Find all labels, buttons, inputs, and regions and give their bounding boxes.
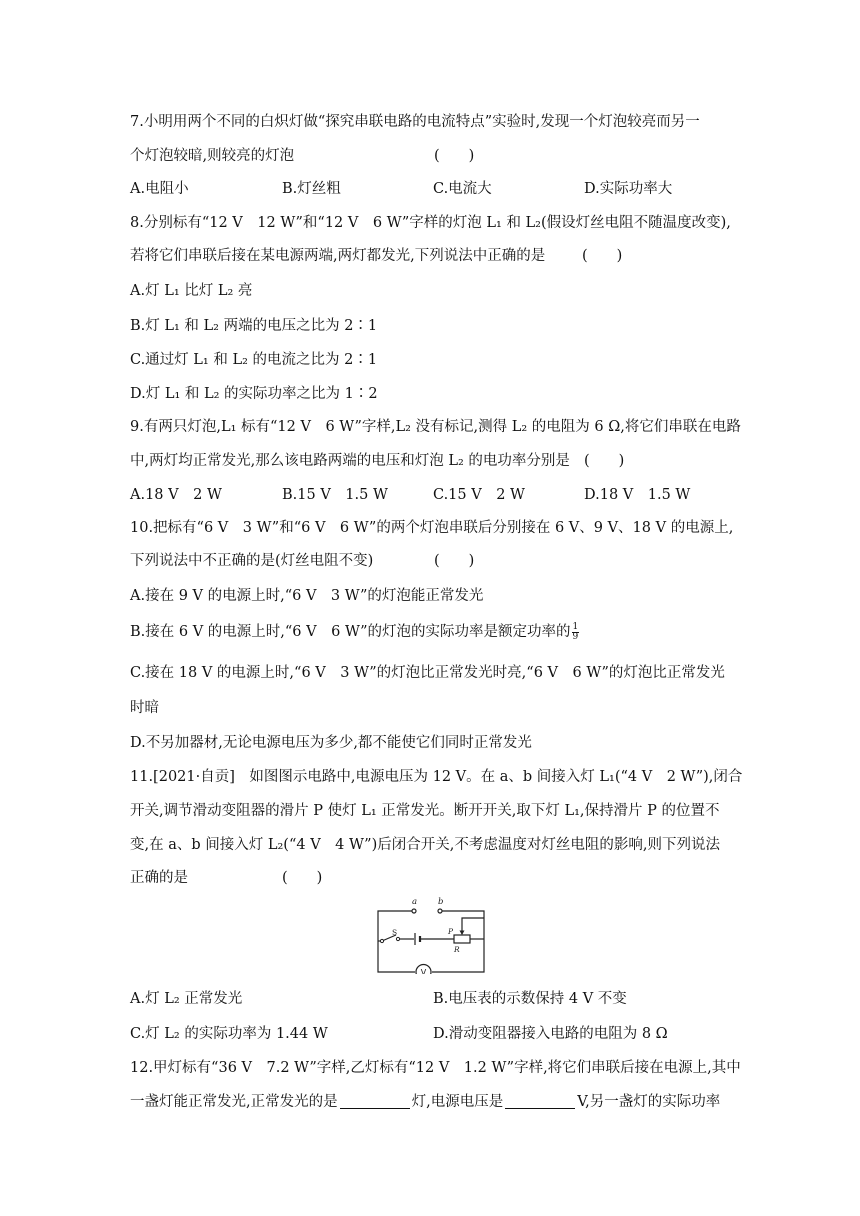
voltmeter-label: V (420, 968, 427, 974)
label-b: b (438, 897, 444, 907)
q8-answer-bracket[interactable]: ( ) (582, 248, 623, 264)
q7-option-a[interactable]: A.电阻小 (130, 181, 189, 197)
label-a: a (412, 897, 418, 907)
terminal-a (412, 909, 416, 913)
q12-stem-line2: 一盏灯能正常发光,正常发光的是 灯,电源电压是 V,另一盏灯的实际功率 (130, 1094, 721, 1110)
circuit-diagram (374, 892, 488, 974)
q9-answer-bracket[interactable]: ( ) (584, 453, 625, 469)
label-s: S (392, 928, 398, 937)
q10-option-b[interactable]: B.接在 6 V 的电源上时,“6 V 6 W”的灯泡的实际功率是额定功率的 $\frac{1}{9}$ (130, 621, 579, 642)
q8-option-c[interactable]: C.通过灯 L₁ 和 L₂ 的电流之比为 2∶1 (130, 352, 378, 368)
q10-option-d[interactable]: D.不另加器材,无论电源电压为多少,都不能使它们同时正常发光 (130, 735, 532, 751)
q10-option-c-line2[interactable]: 时暗 (130, 700, 159, 716)
q11-stem-line2: 开关,调节滑动变阻器的滑片 P 使灯 L₁ 正常发光。断开开关,取下灯 L₁,保持滑片 P 的位置不 (130, 803, 720, 819)
q7-answer-bracket[interactable]: ( ) (434, 148, 475, 164)
q11-stem-line3: 变,在 a、b 间接入灯 L₂(“4 V 4 W”)后闭合开关,不考虑温度对灯丝电阻的影响,则下列说法 (130, 837, 720, 853)
q10-answer-bracket[interactable]: ( ) (434, 553, 475, 569)
switch-contact (396, 937, 399, 940)
label-p: P (448, 927, 454, 936)
q11-option-c[interactable]: C.灯 L₂ 的实际功率为 1.44 W (130, 1026, 328, 1042)
q8-option-b[interactable]: B.灯 L₁ 和 L₂ 两端的电压之比为 2∶1 (130, 318, 378, 334)
q11-option-a[interactable]: A.灯 L₂ 正常发光 (130, 991, 243, 1007)
q11-stem-line4: 正确的是 ( ) (130, 867, 188, 889)
q12-blank-voltage[interactable] (505, 1092, 575, 1109)
q8-option-a[interactable]: A.灯 L₁ 比灯 L₂ 亮 (130, 283, 253, 299)
q10-option-a[interactable]: A.接在 9 V 的电源上时,“6 V 3 W”的灯泡能正常发光 (130, 588, 484, 604)
q12-blank-lamp[interactable] (340, 1092, 410, 1109)
q9-stem-line2: 中,两灯均正常发光,那么该电路两端的电压和灯泡 L₂ 的电功率分别是 ( ) (130, 450, 570, 472)
rheostat-r (454, 935, 470, 943)
switch-pivot (380, 939, 383, 942)
q8-stem-line1: 8.分别标有“12 V 12 W”和“12 V 6 W”字样的灯泡 L₁ 和 L₂(假设灯丝电阻不随温度改变), (130, 215, 731, 231)
q9-option-c[interactable]: C.15 V 2 W (433, 487, 525, 503)
q7-stem-line2: 个灯泡较暗,则较亮的灯泡 ( ) (130, 145, 294, 167)
q11-option-b[interactable]: B.电压表的示数保持 4 V 不变 (433, 991, 627, 1007)
label-r: R (454, 945, 460, 954)
q9-stem-line1: 9.有两只灯泡,L₁ 标有“12 V 6 W”字样,L₂ 没有标记,测得 L₂ 的电阻为 6 Ω,将它们串联在电路 (130, 419, 741, 435)
q9-option-b[interactable]: B.15 V 1.5 W (282, 487, 388, 503)
q9-option-a[interactable]: A.18 V 2 W (130, 487, 222, 503)
q11-option-d[interactable]: D.滑动变阻器接入电路的电阻为 8 Ω (433, 1026, 668, 1042)
q9-option-d[interactable]: D.18 V 1.5 W (584, 487, 691, 503)
slider-arrow (460, 931, 465, 936)
q10-stem-line1: 10.把标有“6 V 3 W”和“6 V 6 W”的两个灯泡串联后分别接在 6 V、9 V、18 V 的电源上, (130, 520, 734, 536)
q10-stem-line2: 下列说法中不正确的是(灯丝电阻不变) ( ) (130, 550, 373, 572)
q11-answer-bracket[interactable]: ( ) (282, 870, 323, 886)
q10-option-c-line1[interactable]: C.接在 18 V 的电源上时,“6 V 3 W”的灯泡比正常发光时亮,“6 V 6 W”的灯泡比正常发光 (130, 665, 725, 681)
q7-option-b[interactable]: B.灯丝粗 (282, 181, 341, 197)
q7-option-c[interactable]: C.电流大 (433, 181, 492, 197)
q7-option-d[interactable]: D.实际功率大 (584, 181, 673, 197)
q12-stem-line1: 12.甲灯标有“36 V 7.2 W”字样,乙灯标有“12 V 1.2 W”字样,将它们串联后接在电源上,其中 (130, 1060, 741, 1076)
q8-stem-line2: 若将它们串联后接在某电源两端,两灯都发光,下列说法中正确的是 ( ) (130, 245, 545, 267)
fraction: $\frac{1}{9}$ (572, 621, 579, 642)
q11-stem-line1: 11.[2021·自贡] 如图图示电路中,电源电压为 12 V。在 a、b 间接入灯 L₁(“4 V 2 W”),闭合 (130, 769, 743, 785)
terminal-b (438, 909, 442, 913)
q8-option-d[interactable]: D.灯 L₁ 和 L₂ 的实际功率之比为 1∶2 (130, 386, 378, 402)
q7-stem-line1: 7.小明用两个不同的白炽灯做“探究串联电路的电流特点”实验时,发现一个灯泡较亮而另一 (130, 114, 700, 130)
